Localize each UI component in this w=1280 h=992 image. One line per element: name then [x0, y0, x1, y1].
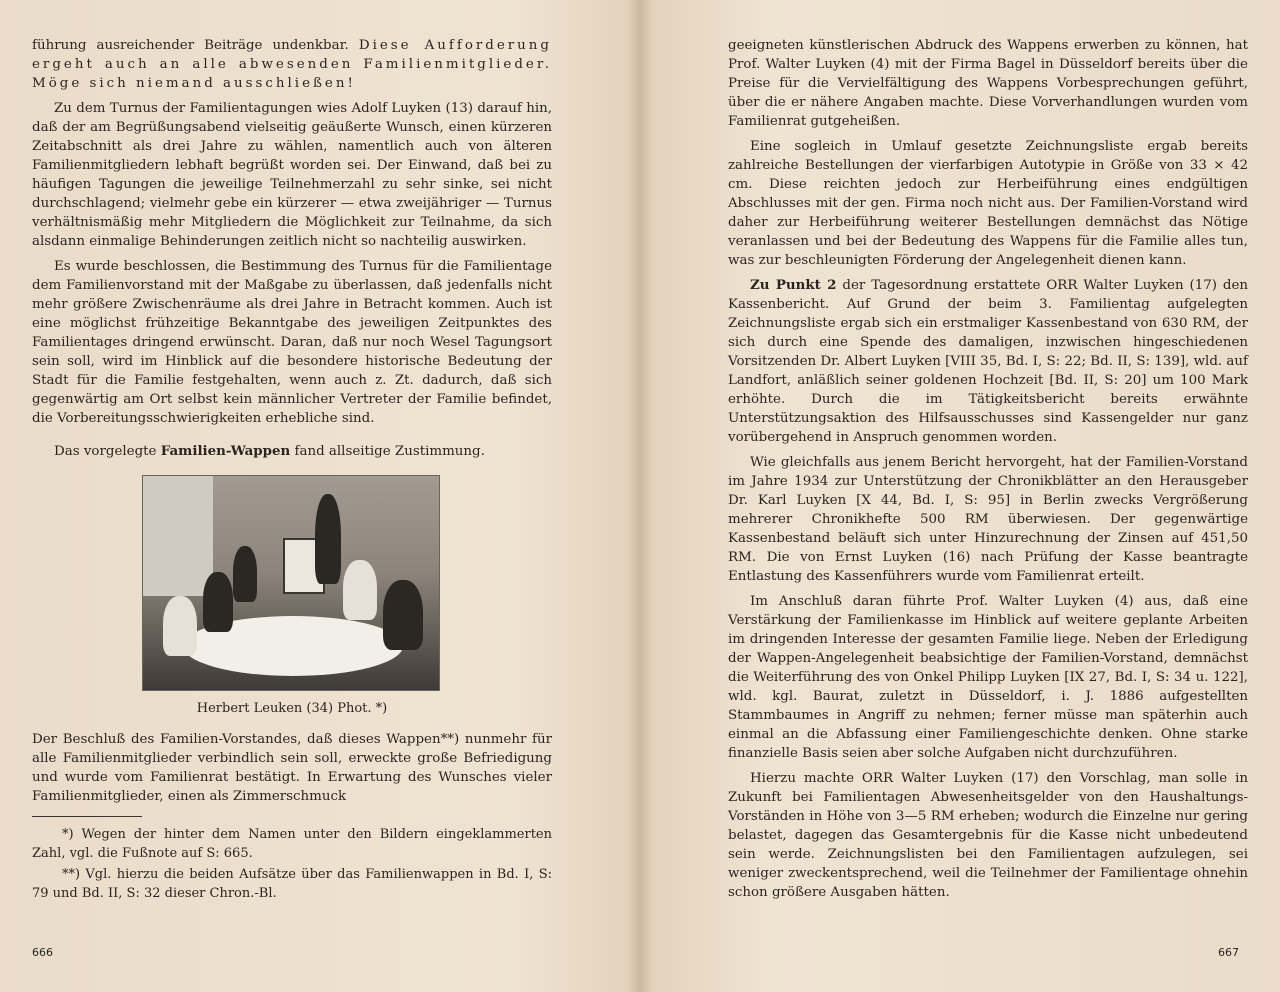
left-para-4-pre: Das vorgelegte	[54, 444, 157, 459]
left-para-4	[32, 442, 552, 461]
right-page	[728, 36, 1248, 908]
left-page	[32, 36, 552, 903]
photo-window	[143, 476, 213, 596]
right-para-6: Hierzu machte ORR Walter Luyken (17) den Vorschlag, man solle in Zukunft bei Familientagen Abwesenheitsgelder von den Haushaltungs-Vorständen in Höhe von 3—5 RM erheben; wodurch die Einzelne nur gering belastet, dagegen das Gesamtergebnis für die Kasse nicht unbedeutend sein werde. Zeichnungslisten bei den Familientagen aufzulegen, sei weniger zweckentsprechend, weil die Teilnehmer der Familientage ohnehin schon größere Ausgaben hätten.	[728, 771, 1248, 900]
right-para-1: geeigneten künstlerischen Abdruck des Wappens erwerben zu können, hat Prof. Walter Luyken (4) mit der Firma Bagel in Düsseldorf bereits über die Preise für die Vervielfältigung des Wappens Vorbesprechungen geführt, über die er nähere Angaben machte. Diese Vorverhandlungen wurden vom Familienrat gutgeheißen.	[728, 38, 1248, 129]
photo-standing-man	[315, 494, 341, 584]
left-para-1-text: führung ausreichender Beiträge undenkbar.	[32, 38, 349, 53]
footnote-2: **) Vgl. hierzu die beiden Aufsätze über das Familienwappen in Bd. I, S: 79 und Bd. II, S: 32 dieser Chron.-Bl.	[32, 867, 552, 901]
left-para-4-post: fand allseitige Zustimmung.	[294, 444, 485, 459]
right-para-3-text: der Tagesordnung erstattete ORR Walter Luyken (17) den Kassenbericht. Auf Grund der beim 3. Familientag aufgelegten Zeichnungsliste ergab sich ein erstmaliger Kassenbestand von 630 RM, der sich durch eine Spende des damaligen, inzwischen hingeschiedenen Vorsitzenden Dr. Albert Luyken [VIII 35, Bd. I, S: 22; Bd. II, S: 139], wld. auf Landfort, anläßlich seiner goldenen Hochzeit [Bd. II, S: 20] um 100 Mark erhöhte. Durch die im Tätigkeitsbericht bereits erwähnte Unterstützungsaktion des Hilfsausschusses sind Kassengelder nur ganz vorübergehend in Anspruch genommen worden.	[728, 278, 1248, 445]
left-para-5: Der Beschluß des Familien-Vorstandes, daß dieses Wappen**) nunmehr für alle Familienmitglieder verbindlich sein soll, erweckte große Befriedigung und wurde vom Familienrat bestätigt. In Erwartung des Wunsches vieler Familienmitglieder, einen als Zimmerschmuck	[32, 732, 552, 804]
right-para-5: Im Anschluß daran führte Prof. Walter Luyken (4) aus, daß eine Verstärkung der Familienkasse im Hinblick auf weitere geplante Arbeiten im dringenden Interesse der gesamten Familie liege. Neben der Erledigung der Wappen-Angelegenheit beabsichtige der Familien-Vorstand, demnächst die Weiterführung des von Onkel Philipp Luyken [IX 27, Bd. I, S: 34 u. 122], wld. kgl. Baurat, zuletzt in Düsseldorf, i. J. 1886 aufgestellten Stammbaumes in Angriff zu nehmen; ferner müsse man späterhin auch einmal an die Abfassung einer Familiengeschichte denken. Ohne starke finanzielle Basis seien aber solche Aufgaben nicht durchzuführen.	[728, 594, 1248, 761]
right-para-2: Eine sogleich in Umlauf gesetzte Zeichnungsliste ergab bereits zahlreiche Bestellungen der vierfarbigen Autotypie in Größe von 33 × 42 cm. Diese reichten jedoch zur Herbeiführung eines endgültigen Abschlusses mit der gen. Firma noch nicht aus. Der Familien-Vorstand wird daher zur Herbeiführung weiterer Bestellungen demnächst das Nötige veranlassen und bei der Bedeutung des Wappens für die Familie alles tun, was zur beschleunigten Förderung der Angelegenheit dienen kann.	[728, 139, 1248, 268]
photo-caption: Herbert Leuken (34) Phot. *)	[196, 701, 388, 716]
left-para-1-spaced: Diese Aufforderung ergeht auch an alle abwesenden Familienmitglieder. Möge sich niemand ausschließen!	[32, 38, 553, 91]
left-para-2: Zu dem Turnus der Familientagungen wies Adolf Luyken (13) darauf hin, daß der am Begrüßungsabend vielseitig geäußerte Wunsch, einen kürzeren Zeitabschnitt als drei Jahre zu wählen, namentlich auch von älteren Familienmitgliedern lebhaft begrüßt worden sei. Der Einwand, daß bei zu häufigen Tagungen die jeweilige Teilnehmerzahl zu sehr sinke, sei nicht durchschlagend; vielmehr gebe ein kürzerer — etwa zweijähriger — Turnus verhältnismäßig mehr Mitgliedern die Möglichkeit zur Teilnahme, da sich alsdann einmalige Behinderungen zeitlich nicht so nachteilig auswirken.	[32, 101, 552, 249]
photo-person-seated-1	[203, 572, 233, 632]
right-para-3-bold: Zu Punkt 2	[750, 277, 837, 293]
photo-person-seated-2	[233, 546, 257, 602]
footnote-1: *) Wegen der hinter dem Namen unter den Bildern eingeklammerten Zahl, vgl. die Fußnote auf S: 665.	[32, 827, 552, 861]
photo-person-seated-4	[383, 580, 423, 650]
page-number-right: 667	[1218, 946, 1239, 959]
right-para-4: Wie gleichfalls aus jenem Bericht hervorgeht, hat der Familien-Vorstand im Jahre 1934 zur Unterstützung der Chronikblätter an den Herausgeber Dr. Karl Luyken [X 44, Bd. I, S: 95] in Berlin zwecks Vergrößerung mehrerer Chronikhefte 500 RM überwiesen. Der gegenwärtige Kassenbestand beläuft sich unter Hinzurechnung der Zinsen auf 451,50 RM. Die von Ernst Luyken (16) nach Prüfung der Kasse beantragte Entlastung des Kassenführers wurde vom Familienrat erteilt.	[728, 455, 1248, 584]
left-para-1	[32, 36, 552, 93]
family-meeting-photo	[142, 475, 440, 691]
footnote-divider	[32, 816, 142, 817]
page-number-left: 666	[32, 946, 53, 959]
right-para-3	[728, 276, 1248, 447]
photo-person-seated-3	[343, 560, 377, 620]
left-para-3: Es wurde beschlossen, die Bestimmung des Turnus für die Familientage dem Familienvorstand mit der Maßgabe zu überlassen, daß jedenfalls nicht mehr größere Zwischenräume als drei Jahre in Betracht kommen. Auch ist eine möglichst frühzeitige Bekanntgabe des jeweiligen Zeitpunktes des Familientages dringend erwünscht. Daran, daß nur noch Wesel Tagungsort sein soll, wird im Hinblick auf die besondere historische Bedeutung der Stadt für die Familie festgehalten, wenn auch z. Zt. dadurch, daß sich gegenwärtig am Ort selbst kein männlicher Vertreter der Familie befindet, die Vorbereitungsschwierigkeiten erhebliche sind.	[32, 259, 552, 426]
left-para-4-bold: Familien-Wappen	[160, 443, 291, 459]
photo-woman-seated	[163, 596, 197, 656]
